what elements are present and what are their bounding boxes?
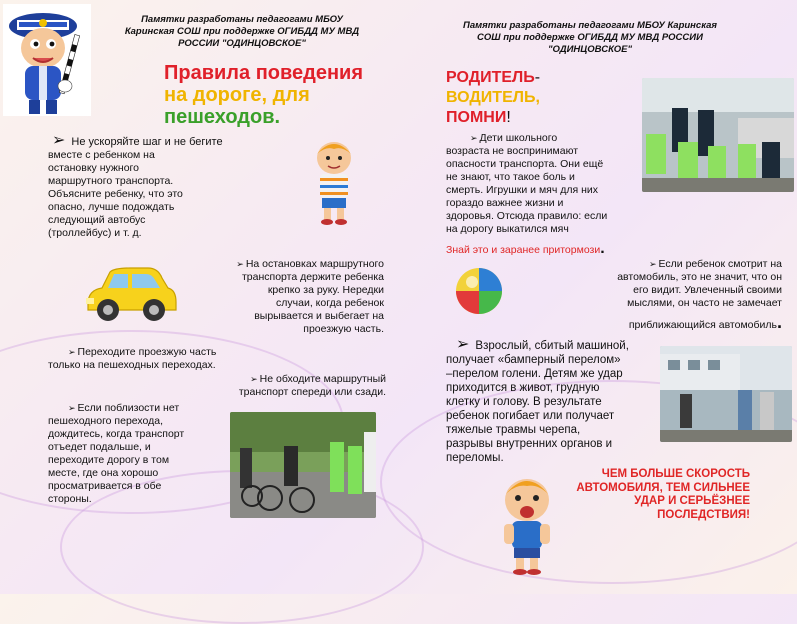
- paragraph-line: опасности транспорта. Они ещё: [446, 158, 604, 170]
- right-title-exclamation: !: [506, 109, 511, 126]
- right-header-line: Памятки разработаны педагогами МБОУ Каринская: [463, 20, 717, 31]
- paragraph-line: вместе с ребенком на: [48, 149, 155, 161]
- brake-warning: [446, 240, 605, 258]
- slogan-line: ПОСЛЕДСТВИЯ!: [657, 508, 750, 521]
- beach-ball-illustration: [454, 266, 504, 316]
- traffic-police-mascot-image: [3, 4, 91, 116]
- paragraph-line: его видит. Увлеченный своими: [633, 284, 782, 296]
- right-title: [446, 68, 540, 128]
- paragraph-line: следующий автобус: [48, 214, 146, 226]
- paragraph-first-line: Взрослый, сбитый машиной,: [475, 340, 629, 352]
- paragraph-line: (троллейбус) и т. д.: [48, 227, 142, 239]
- slogan-line: АВТОМОБИЛЯ, ТЕМ СИЛЬНЕЕ: [576, 481, 750, 494]
- paragraph-line: Не обходите маршрутный: [259, 373, 386, 385]
- paragraph-line: Объясните ребенку, что это: [48, 188, 183, 200]
- slogan-line: ЧЕМ БОЛЬШЕ СКОРОСТЬ: [601, 468, 750, 480]
- left-title: [164, 62, 363, 128]
- right-paragraph-2: [536, 258, 782, 332]
- paragraph-line: вырывается и выбегает на: [254, 310, 384, 322]
- left-paragraph-1: [48, 132, 262, 240]
- speed-slogan: [560, 468, 750, 522]
- paragraph-line: случаи, когда ребенок: [276, 297, 384, 309]
- paragraph-line: переломы.: [446, 452, 504, 464]
- paragraph-line: Дети школьного: [479, 132, 558, 144]
- paragraph-line: проезжую часть.: [303, 323, 384, 335]
- paragraph-line: Переходите проезжую часть: [77, 346, 217, 358]
- paragraph-line: маршрутного транспорта.: [48, 175, 174, 187]
- paragraph-line: мыслями, он часто не замечает: [627, 297, 782, 309]
- paragraph-line: опасно, лучше подождать: [48, 201, 175, 213]
- brake-warning-text: Знай это и заранее притормози: [446, 244, 601, 256]
- yellow-car-illustration: [82, 264, 178, 326]
- crying-boy-illustration: [494, 476, 560, 576]
- arrow-bullet-icon: ➢: [68, 347, 76, 357]
- paragraph-line: транспорта держите ребенка: [241, 271, 384, 283]
- paragraph-line: На остановках маршрутного: [245, 258, 384, 270]
- paragraph-line: не знают, что такое боль и: [446, 171, 575, 183]
- right-paragraph-3: [446, 338, 660, 465]
- arrow-bullet-icon: ➢: [52, 132, 66, 149]
- paragraph-line: переходите дорогу в том: [48, 454, 170, 466]
- right-title-word: РОДИТЕЛЬ: [446, 69, 535, 86]
- left-paragraph-2: [196, 258, 384, 336]
- left-header-line: РОССИИ "ОДИНЦОВСКОЕ": [178, 38, 306, 49]
- paragraph-line: ребенок погибает или получает: [446, 410, 615, 422]
- boy-illustration: [306, 140, 362, 226]
- paragraph-line: отъедет подальше, и: [48, 441, 151, 453]
- right-header-line: "ОДИНЦОВСКОЕ": [547, 44, 633, 55]
- left-header-line: Памятки разработаны педагогами МБОУ: [141, 14, 343, 25]
- arrow-bullet-icon: ➢: [649, 259, 657, 269]
- right-title-word: ПОМНИ: [446, 109, 507, 126]
- paragraph-line: просматривается в обе: [48, 480, 162, 492]
- paragraph-line: –перелом голени. Детям же удар: [446, 368, 623, 380]
- paragraph-line: только на пешеходных переходах.: [48, 359, 216, 371]
- police-with-children-photo: [642, 78, 794, 192]
- arrow-bullet-icon: ➢: [456, 336, 470, 353]
- arrow-bullet-icon: ➢: [470, 133, 478, 143]
- right-title-dash: -: [534, 69, 541, 86]
- paragraph-line: стороны.: [48, 493, 92, 505]
- left-paragraph-4: [206, 373, 386, 399]
- right-title-word: ВОДИТЕЛЬ,: [446, 89, 540, 106]
- paragraph-line: автомобиль, это не значит, что он: [617, 271, 782, 283]
- paragraph-line: здоровья. Отсюда правило: если: [446, 210, 608, 222]
- paragraph-line: пешеходного перехода,: [48, 415, 164, 427]
- paragraph-line: клетку и голову. В результате: [446, 396, 602, 408]
- left-header: [96, 14, 388, 50]
- paragraph-line: остановку нужного: [48, 162, 139, 174]
- paragraph-first-line: Не ускоряйте шаг и не бегите: [71, 136, 223, 148]
- paragraph-line: Если поблизости нет: [77, 402, 180, 414]
- paragraph-line: на дорогу выкатился мяч: [446, 223, 569, 235]
- paragraph-line: приходится в живот, грудную: [446, 382, 600, 394]
- slogan-line: УДАР И СЕРЬЁЗНЕЕ: [634, 495, 750, 507]
- paragraph-dot: .: [776, 312, 782, 332]
- left-paragraph-3: [48, 346, 258, 372]
- paragraph-line: Если ребенок смотрит на: [658, 258, 782, 270]
- arrow-bullet-icon: ➢: [236, 259, 244, 269]
- brake-warning-dot: .: [600, 240, 605, 257]
- left-paragraph-5: [48, 402, 228, 506]
- paragraph-line: транспорт спереди или сзади.: [238, 386, 386, 398]
- right-header: [440, 20, 740, 56]
- left-header-line: Каринская СОШ при поддержке ОГИБДД МУ МВД: [124, 26, 360, 37]
- arrow-bullet-icon: ➢: [250, 374, 258, 384]
- street-children-photo: [660, 346, 792, 442]
- paragraph-line: приближающийся автомобиль: [628, 319, 777, 331]
- paragraph-line: крепко за руку. Нередки: [267, 284, 384, 296]
- right-paragraph-1: [446, 132, 642, 236]
- left-title-line-2: на дороге, для: [164, 84, 310, 106]
- arrow-bullet-icon: ➢: [68, 403, 76, 413]
- cyclists-photo: [230, 412, 376, 518]
- left-title-line-3: пешеходов.: [164, 106, 281, 128]
- right-header-line: СОШ при поддержке ОГИБДД МУ МВД РОССИИ: [477, 32, 703, 43]
- left-title-line-1: Правила поведения: [164, 62, 364, 84]
- paragraph-line: гораздо важнее жизни и: [446, 197, 564, 209]
- paragraph-line: дождитесь, когда транспорт: [48, 428, 185, 440]
- paragraph-line: разрывы внутренних органов и: [446, 438, 613, 450]
- paragraph-line: смерть. Игрушки и мяч для них: [446, 184, 599, 196]
- paragraph-line: месте, где она хорошо: [48, 467, 159, 479]
- paragraph-line: тяжелые травмы черепа,: [446, 424, 581, 436]
- paragraph-line: возраста не воспринимают: [446, 145, 579, 157]
- paragraph-line: получает «бамперный перелом»: [446, 354, 621, 366]
